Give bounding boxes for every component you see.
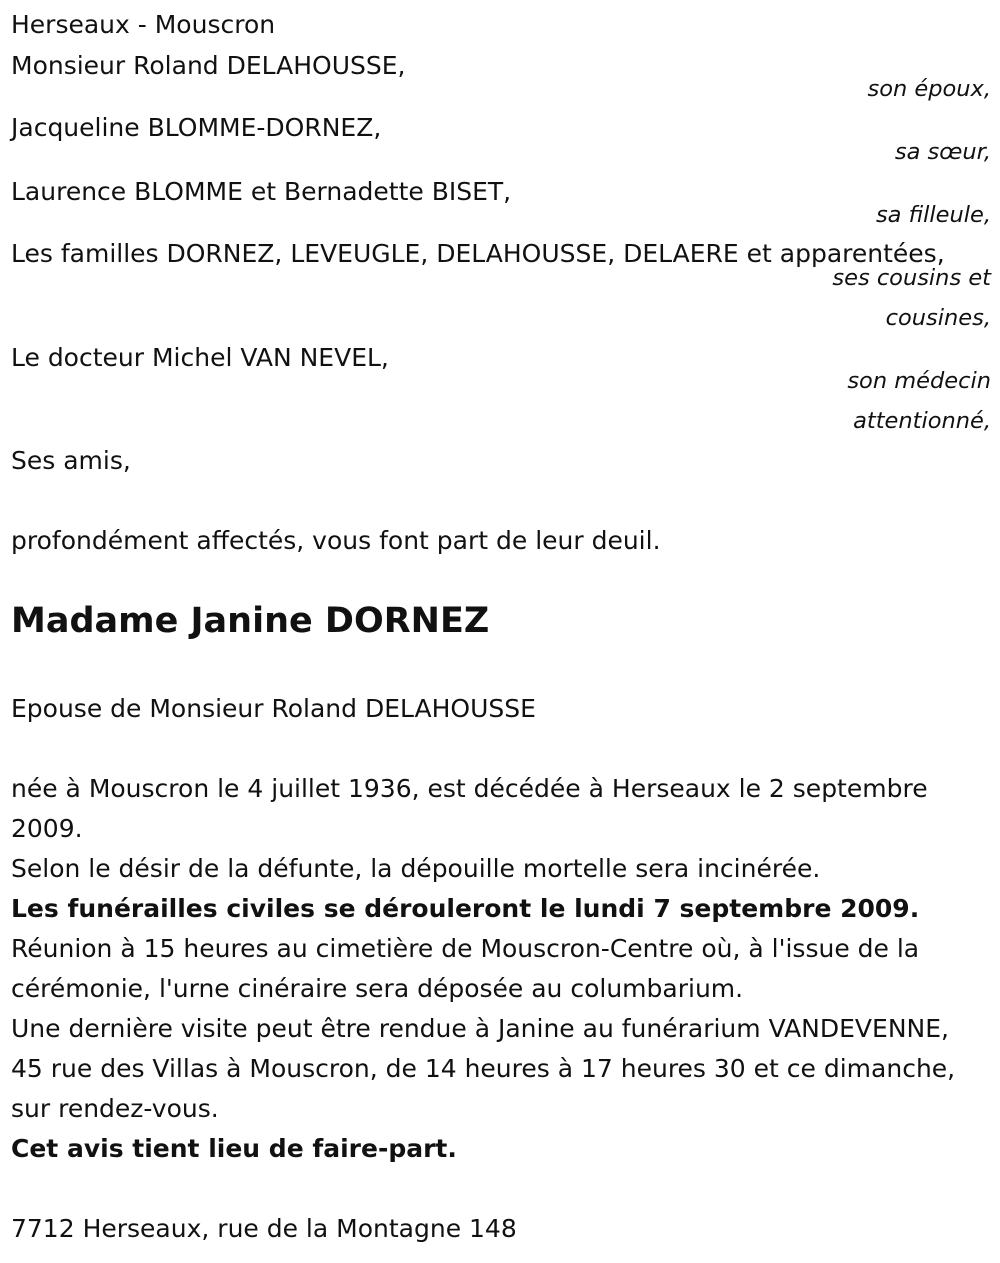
cremation-wish-text: Selon le désir de la défunte, la dépouille mortelle sera incinérée. [11, 854, 821, 883]
mourner-relation-spouse: son époux, [867, 76, 991, 102]
mourner-name-spouse: Monsieur Roland DELAHOUSSE, [11, 51, 406, 80]
mourner-relation-doctor-2: attentionné, [853, 408, 991, 434]
location-header: Herseaux - Mouscron [11, 10, 276, 39]
birth-death-text: née à Mouscron le 4 juillet 1936, est décédée à Herseaux le 2 septembre 2009. [11, 774, 928, 843]
funeral-date-text: Les funérailles civiles se dérouleront le lundi 7 septembre 2009. [11, 894, 920, 923]
visit-text: Une dernière visite peut être rendue à Janine au funérarium VANDEVENNE, 45 rue des Villas à Mouscron, de 14 heures à 17 heures 30 et ce dimanche, sur rendez-vous. [11, 1014, 956, 1123]
address-text: 7712 Herseaux, rue de la Montagne 148 [11, 1214, 517, 1243]
mourner-name-doctor: Le docteur Michel VAN NEVEL, [11, 343, 389, 372]
mourner-relation-families-1: ses cousins et [832, 265, 991, 291]
mourner-name-families: Les familles DORNEZ, LEVEUGLE, DELAHOUSSE, DELAERE et apparentées, [11, 239, 945, 268]
mourner-relation-goddaughter: sa filleule, [875, 202, 991, 228]
deceased-name: Madame Janine DORNEZ [11, 601, 490, 641]
mourner-name-friends: Ses amis, [11, 446, 131, 475]
spouse-line: Epouse de Monsieur Roland DELAHOUSSE [11, 694, 536, 723]
details-block [11, 769, 986, 1169]
mourner-name-sister: Jacqueline BLOMME-DORNEZ, [11, 113, 382, 142]
notice-text: Cet avis tient lieu de faire-part. [11, 1134, 457, 1163]
meeting-text: Réunion à 15 heures au cimetière de Mouscron-Centre où, à l'issue de la cérémonie, l'urne cinéraire sera déposée au columbarium. [11, 934, 920, 1003]
announcement-text: profondément affectés, vous font part de leur deuil. [11, 526, 661, 555]
mourner-relation-sister: sa sœur, [894, 139, 991, 165]
mourner-relation-doctor-1: son médecin [847, 368, 991, 394]
mourner-relation-families-2: cousines, [885, 305, 991, 331]
mourner-name-goddaughter: Laurence BLOMME et Bernadette BISET, [11, 177, 512, 206]
